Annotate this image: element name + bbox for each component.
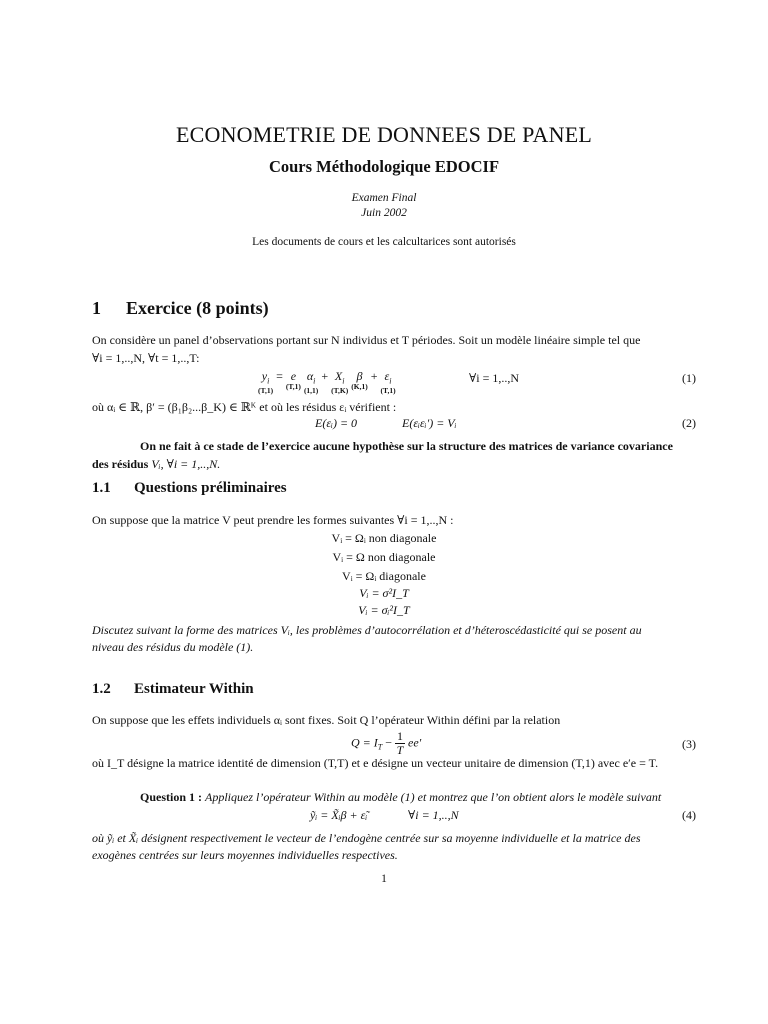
equation-1: $y_i$ (T,1) = e (T,1) $\alpha_i$ (1,1) + $X_i$ (T,K) β (K,1) + $\varepsilon_i$ (T,1): [258, 369, 396, 396]
equation-4: ỹᵢ = X̃ᵢβ + ε̃ᵢ: [310, 808, 368, 822]
subsection-number: 1.1: [92, 480, 111, 496]
question-1: [140, 788, 700, 807]
variance-form-4: Vᵢ = σ²I_T: [359, 586, 409, 600]
subsection-title: Estimateur Within: [134, 681, 254, 697]
equation-3-number: (3): [682, 737, 696, 751]
section-1-2-where-line: où I_T désigne la matrice identité de dimension (T,T) et e désigne un vecteur unitaire de dimension (T,1) avec e′e = T.: [92, 756, 659, 770]
page-number: 1: [381, 873, 387, 885]
equation-4-forall: ∀i = 1,..,N: [408, 808, 459, 822]
document-subtitle: Cours Méthodologique EDOCIF: [268, 157, 500, 176]
exam-label: Examen Final: [351, 192, 417, 204]
document-title: ECONOMETRIE DE DONNEES DE PANEL: [175, 122, 593, 147]
equation-3-lhs: Q = I: [351, 735, 378, 750]
fraction-numerator: 1: [397, 729, 403, 743]
section-1-1-question-line-2: niveau des résidus du modèle (1).: [92, 640, 254, 654]
closing-line-2: exogènes centrées sur leurs moyennes individuelles respectives.: [92, 848, 398, 862]
question-1-label: Question 1 :: [140, 790, 203, 804]
equation-2-number: (2): [682, 416, 696, 430]
variance-form-1: Vᵢ = Ωᵢ non diagonale: [331, 531, 437, 545]
section-1-intro-line-1: On considère un panel d’observations portant sur N individus et T périodes. Soit un modèle linéaire simple tel que: [92, 333, 641, 347]
closing-line-1: où ỹᵢ et X̃ᵢ désignent respectivement le vecteur de l’endogène centrée sur sa moyenne individuelle et la matrice des: [92, 831, 641, 845]
question-1-text: Appliquez l’opérateur Within au modèle (1) et montrez que l’on obtient alors le modèle suivant: [205, 790, 662, 804]
bold-note-math: Vᵢ, ∀i = 1,..,N.: [151, 457, 221, 471]
section-1-1-heading: [92, 480, 287, 497]
equation-2-right: E(εᵢεᵢ′) = Vᵢ: [402, 416, 457, 430]
equation-1-number: (1): [682, 371, 696, 385]
section-1-bold-note-line-2: [92, 455, 698, 474]
exam-date: Juin 2002: [361, 207, 407, 219]
subsection-number: 1.2: [92, 681, 111, 697]
bold-note-text: des résidus: [92, 457, 149, 471]
section-1-heading: [92, 298, 269, 319]
equation-1-forall: ∀i = 1,..,N: [469, 371, 520, 385]
section-1-intro-line-2: ∀i = 1,..,N, ∀t = 1,..,T:: [92, 351, 200, 365]
section-1-1-question-line-1: Discutez suivant la forme des matrices Vᵢ, les problèmes d’autocorrélation et d’héteroscédasticité qui se posent au: [92, 623, 642, 637]
section-1-bold-note-line-1: On ne fait à ce stade de l’exercice aucune hypothèse sur la structure des matrices de variance covariance: [140, 439, 673, 453]
equation-2-left: E(εᵢ) = 0: [315, 416, 358, 430]
variance-form-3: Vᵢ = Ωᵢ diagonale: [342, 569, 426, 583]
section-1-2-heading: [92, 681, 254, 698]
section-1-2-intro: On suppose que les effets individuels αᵢ sont fixes. Soit Q l’opérateur Within défini par la relation: [92, 713, 561, 727]
variance-form-2: Vᵢ = Ω non diagonale: [332, 550, 436, 564]
section-title: Exercice (8 points): [126, 298, 269, 318]
equation-3: $Q = I_T$ − $\frac{1}{T}$ ee′: [351, 729, 422, 757]
section-1-1-intro: On suppose que la matrice V peut prendre les formes suivantes ∀i = 1,..,N :: [92, 513, 454, 527]
equation-3-fraction: [395, 730, 405, 757]
fraction-denominator: T: [396, 743, 404, 757]
equation-4-number: (4): [682, 808, 696, 822]
section-number: 1: [92, 298, 101, 318]
exam-note: Les documents de cours et les calcultarices sont autorisés: [252, 236, 516, 248]
subsection-title: Questions préliminaires: [134, 480, 287, 496]
variance-form-5: Vᵢ = σᵢ²I_T: [358, 603, 410, 617]
section-1-where-line: où αᵢ ∈ ℝ, β′ = (β₁β₂...β_K) ∈ ℝᴷ et où les résidus εᵢ vérifient :: [92, 400, 397, 414]
